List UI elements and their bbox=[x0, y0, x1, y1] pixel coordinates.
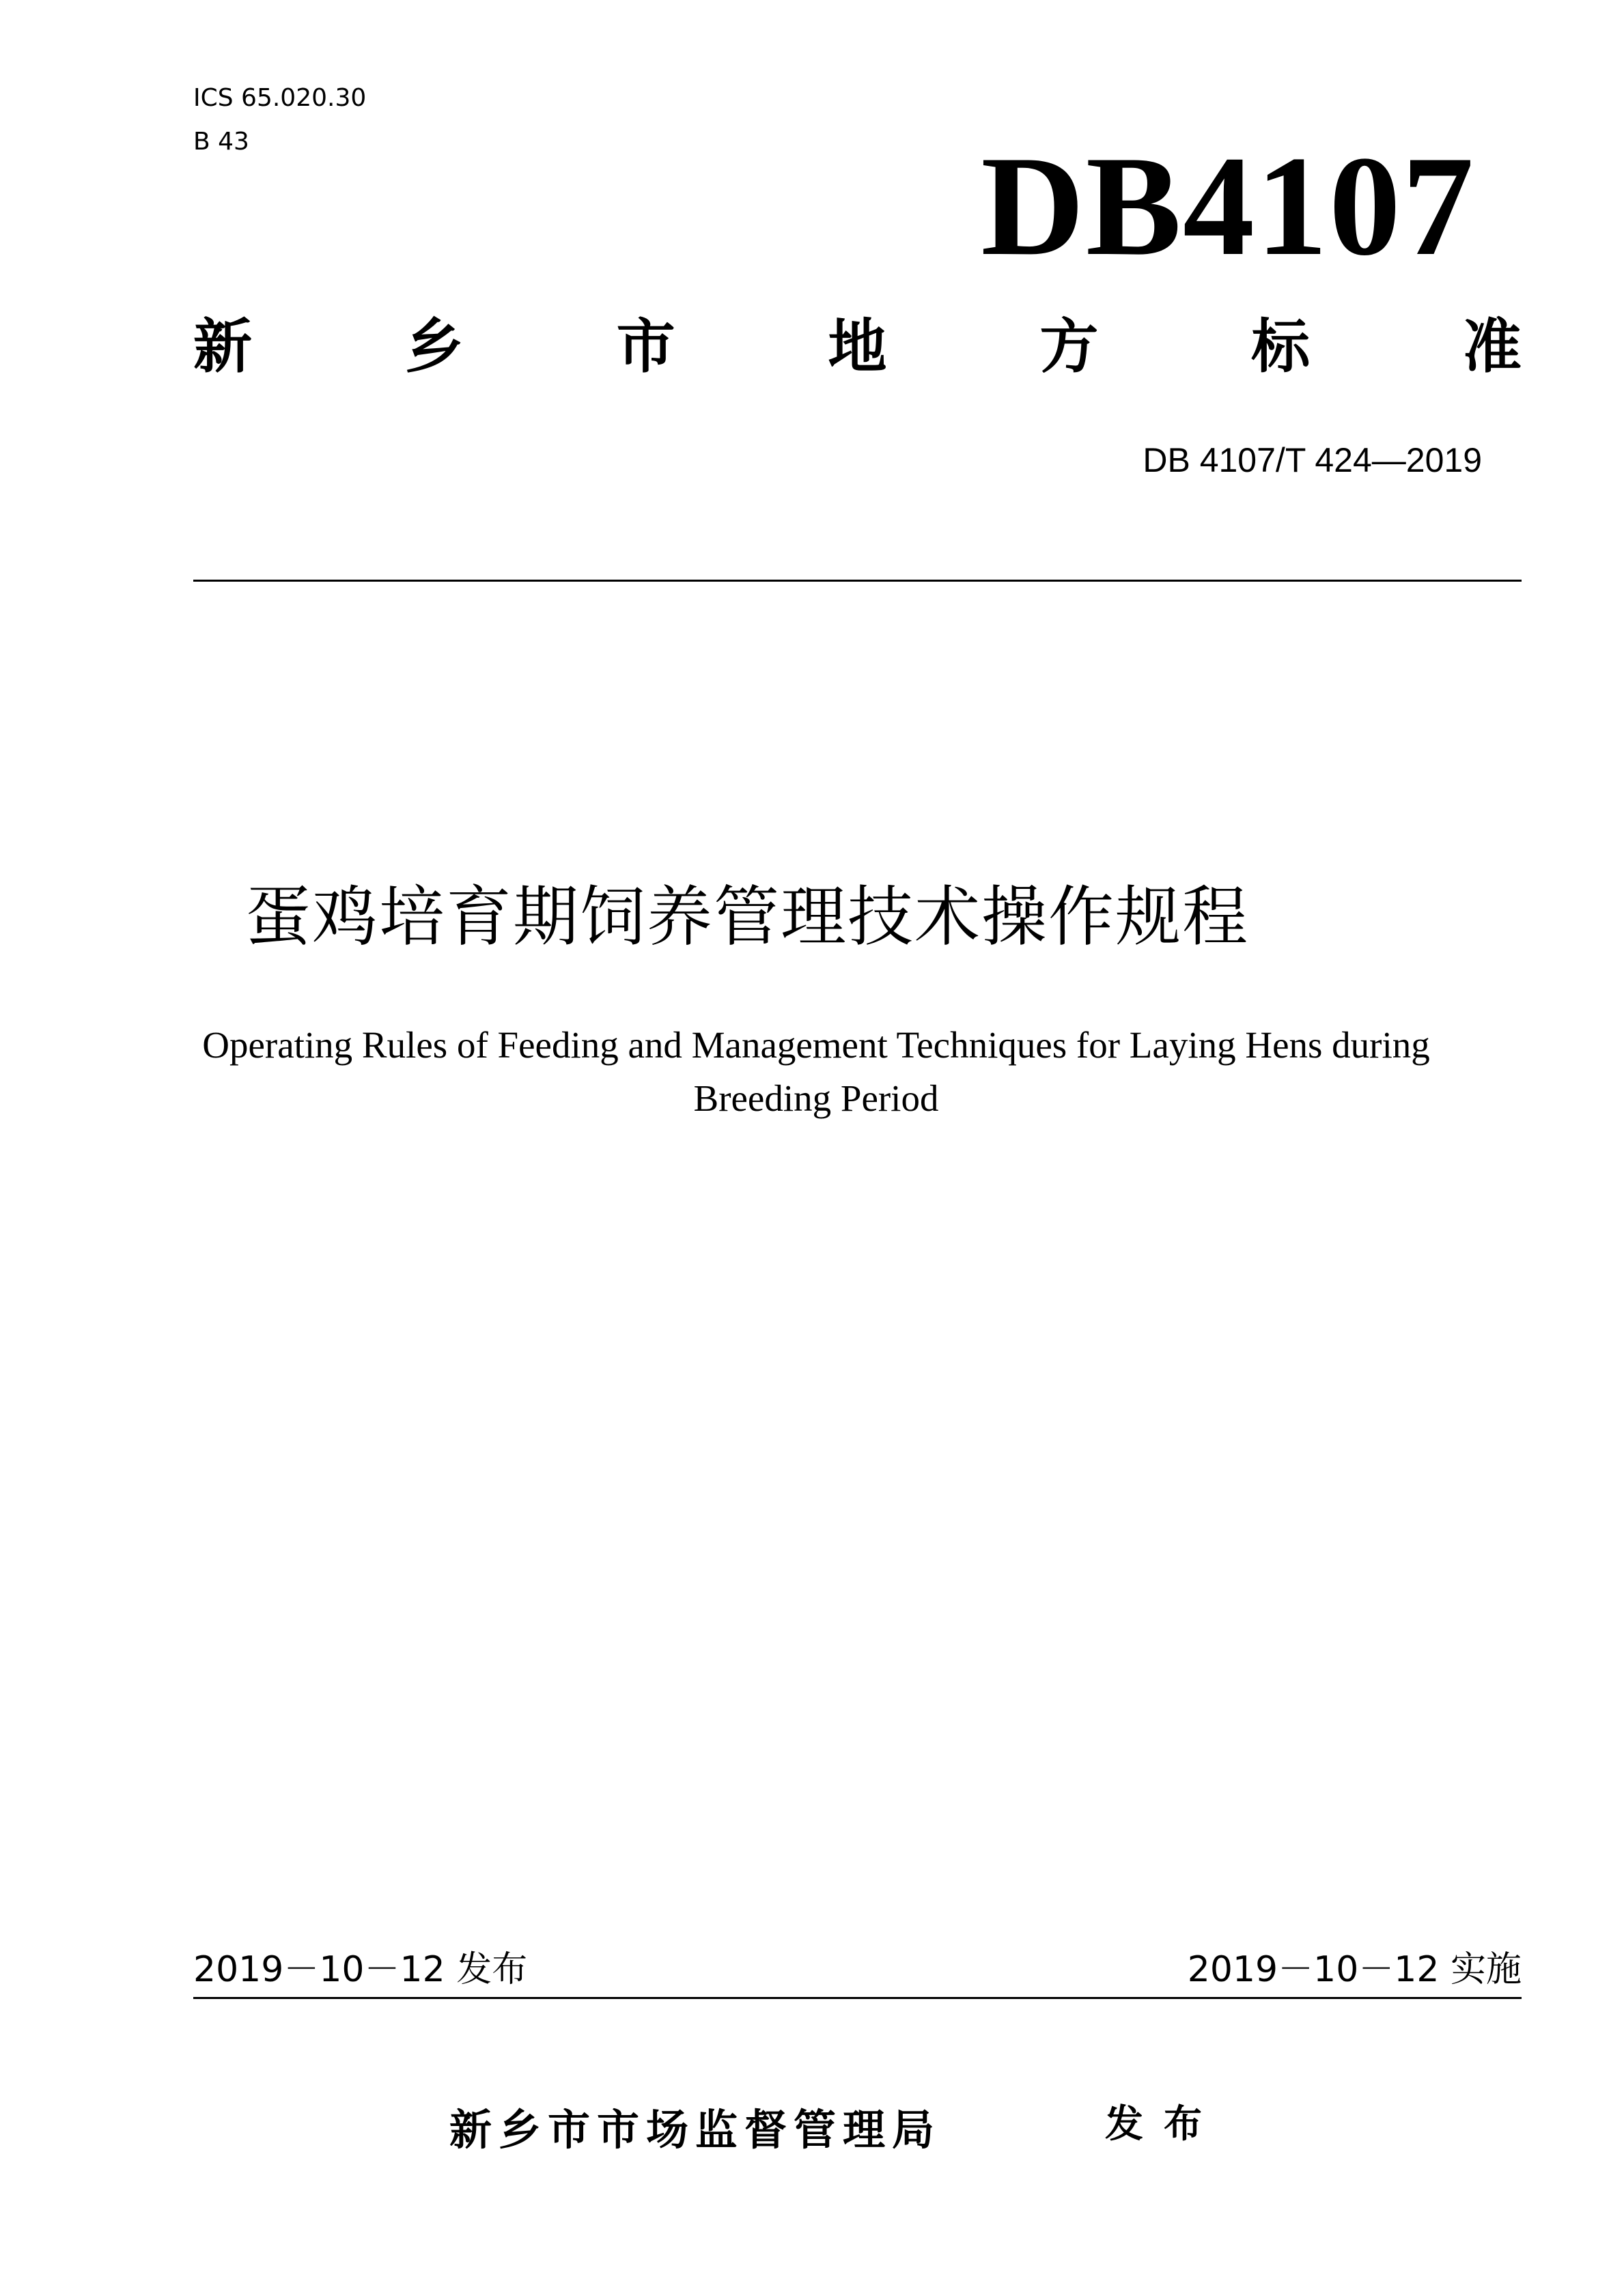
ccs-code: B 43 bbox=[193, 128, 249, 156]
top-divider bbox=[193, 580, 1522, 582]
ics-code: ICS 65.020.30 bbox=[193, 84, 367, 112]
standard-type-char: 地 bbox=[828, 313, 887, 381]
issuing-authority: 新乡市市场监督管理局 bbox=[449, 2105, 942, 2155]
bottom-divider bbox=[193, 1997, 1522, 1999]
standard-type-char: 新 bbox=[193, 313, 252, 381]
standard-type-char: 乡 bbox=[404, 313, 464, 381]
standard-number: DB 4107/T 424—2019 bbox=[1143, 441, 1482, 479]
english-title-line-1: Operating Rules of Feeding and Management Techniques for Laying Hens during bbox=[202, 1024, 1430, 1066]
dates-row bbox=[193, 1946, 1522, 1994]
standard-type-char: 市 bbox=[616, 313, 675, 381]
standard-code-large: DB4107 bbox=[981, 127, 1475, 285]
issue-label: 发布 bbox=[1105, 2102, 1222, 2146]
standard-type bbox=[193, 313, 1522, 381]
standard-type-char: 准 bbox=[1462, 313, 1522, 381]
english-title-line-2: Breeding Period bbox=[693, 1077, 939, 1119]
standard-type-char: 标 bbox=[1251, 313, 1311, 381]
document-title-english bbox=[137, 1019, 1496, 1125]
document-title-chinese: 蛋鸡培育期饲养管理技术操作规程 bbox=[245, 879, 1249, 955]
standard-type-char: 方 bbox=[1039, 313, 1099, 381]
implementation-date: 2019－10－12 实施 bbox=[1187, 1949, 1522, 1990]
issue-date: 2019－10－12 发布 bbox=[193, 1949, 528, 1990]
